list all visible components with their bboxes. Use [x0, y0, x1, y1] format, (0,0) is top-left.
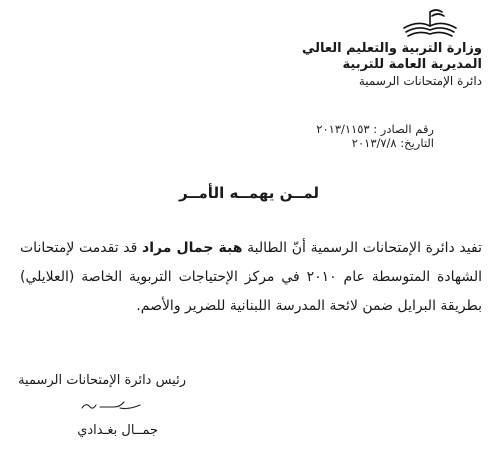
signatory-name: جمــال بغـدادي [77, 423, 158, 438]
student-name: هبة جمال مراد [142, 240, 243, 256]
body-text-part1: تفيد دائرة الإمتحانات الرسمية أنّ الطالبة [242, 240, 482, 256]
handwritten-signature [80, 396, 144, 414]
department-name: دائرة الإمتحانات الرسمية [358, 74, 482, 88]
body-text-part2: قد تقدمت لإمتحانات الشهادة المتوسطة عام ٢٠١٠ في مركز الإحتياجات التربوية الخاصة (العلايلي) بطريقة البرايل ضمن لائحة المدرسة اللبنانية للضرير والأصم. [20, 240, 482, 314]
document-date: التاريخ: ٢٠١٣/٧/٨ [351, 136, 434, 150]
body-paragraph [20, 234, 482, 321]
ministry-name: وزارة التربية والتعليم العالي [301, 41, 482, 56]
open-book-logo-icon [398, 6, 462, 40]
reference-number: رقم الصادر : ٢٠١٣/١١٥٣ [316, 122, 434, 136]
directorate-name: المديرية العامة للتربية [342, 57, 482, 72]
document-title: لمــن يهمــه الأمــر [178, 184, 320, 202]
signatory-title: رئيس دائرة الإمتحانات الرسمية [18, 373, 186, 388]
